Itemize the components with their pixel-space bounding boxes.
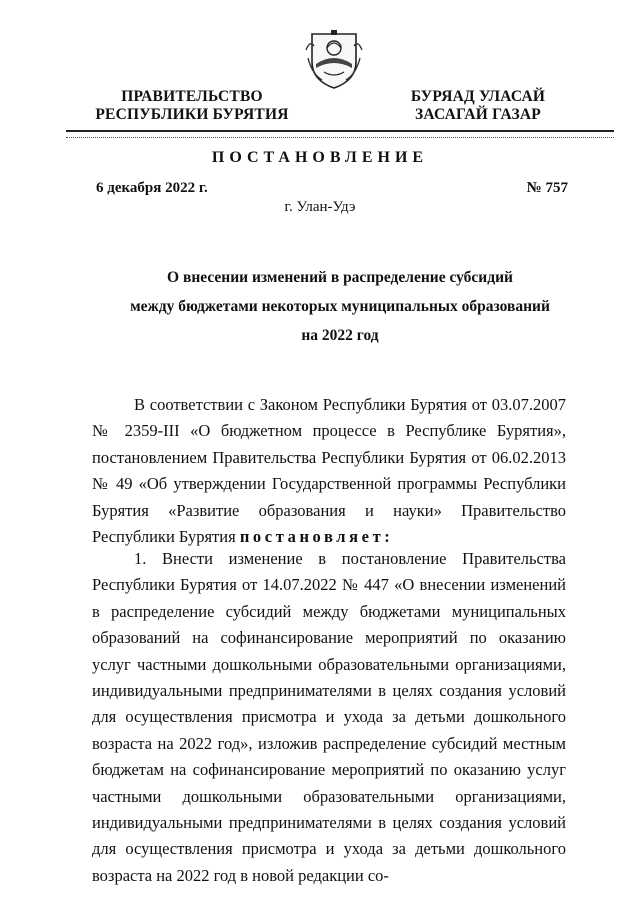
decree-word: постановляет: [239,527,394,547]
title-line: между бюджетами некоторых муниципальных образований [130,298,550,315]
header-left-line1: ПРАВИТЕЛЬСТВО [121,88,263,105]
document-title [90,263,590,350]
government-name-russian [82,88,302,124]
header-right-line1: БУРЯАД УЛАСАЙ [410,88,546,105]
clause-1-text: 1. Внести изменение в постановление Правительства Республики Бурятия от 14.07.2022 № 447 «О внесении изменений в распределение субсидий между бюджетами муниципальных образований на софинансирование мероприятий по оказанию услуг частными дошкольными образовательными организациями, индивидуальными предпринимателями в целях создания условий для осуществления присмотра и ухода за детьми дошкольного возраста на 2022 год», изложив распределение субсидий местным бюджетам на софинансирование мероприятий по оказанию услуг частными дошкольными образовательными организациями, индивидуальными предпринимателями в целях создания условий для осуществления присмотра и ухода за детьми дошкольного возраста на 2022 год в новой редакции со- [92,549,566,885]
document-number: № 757 [526,180,568,196]
document-type: ПОСТАНОВЛЕНИЕ [211,149,429,166]
document-date: 6 декабря 2022 г. [96,180,208,196]
header-left-line2: РЕСПУБЛИКИ БУРЯТИЯ [95,106,289,123]
header-divider-thick [66,130,614,132]
header-divider-dotted [66,137,614,138]
government-name-buryat [378,88,578,124]
preamble-text: В соответствии с Законом Республики Бурятия от 03.07.2007 № 2359-III «О бюджетном процессе в Республике Бурятия», постановлением Правительства Республики Бурятия от 06.02.2013 № 49 «Об утверждении Государственной программы Республики Бурятия «Развитие образования и науки» Правительство Республики Бурятия [92,395,566,547]
coat-of-arms-emblem-icon [302,28,366,90]
document-city: г. Улан-Удэ [284,199,356,215]
clause-1-paragraph [92,546,566,889]
preamble-paragraph [92,392,566,550]
header-right-line2: ЗАСАГАЙ ГАЗАР [415,106,541,123]
title-line: на 2022 год [301,327,379,344]
title-line: О внесении изменений в распределение субсидий [167,269,513,286]
